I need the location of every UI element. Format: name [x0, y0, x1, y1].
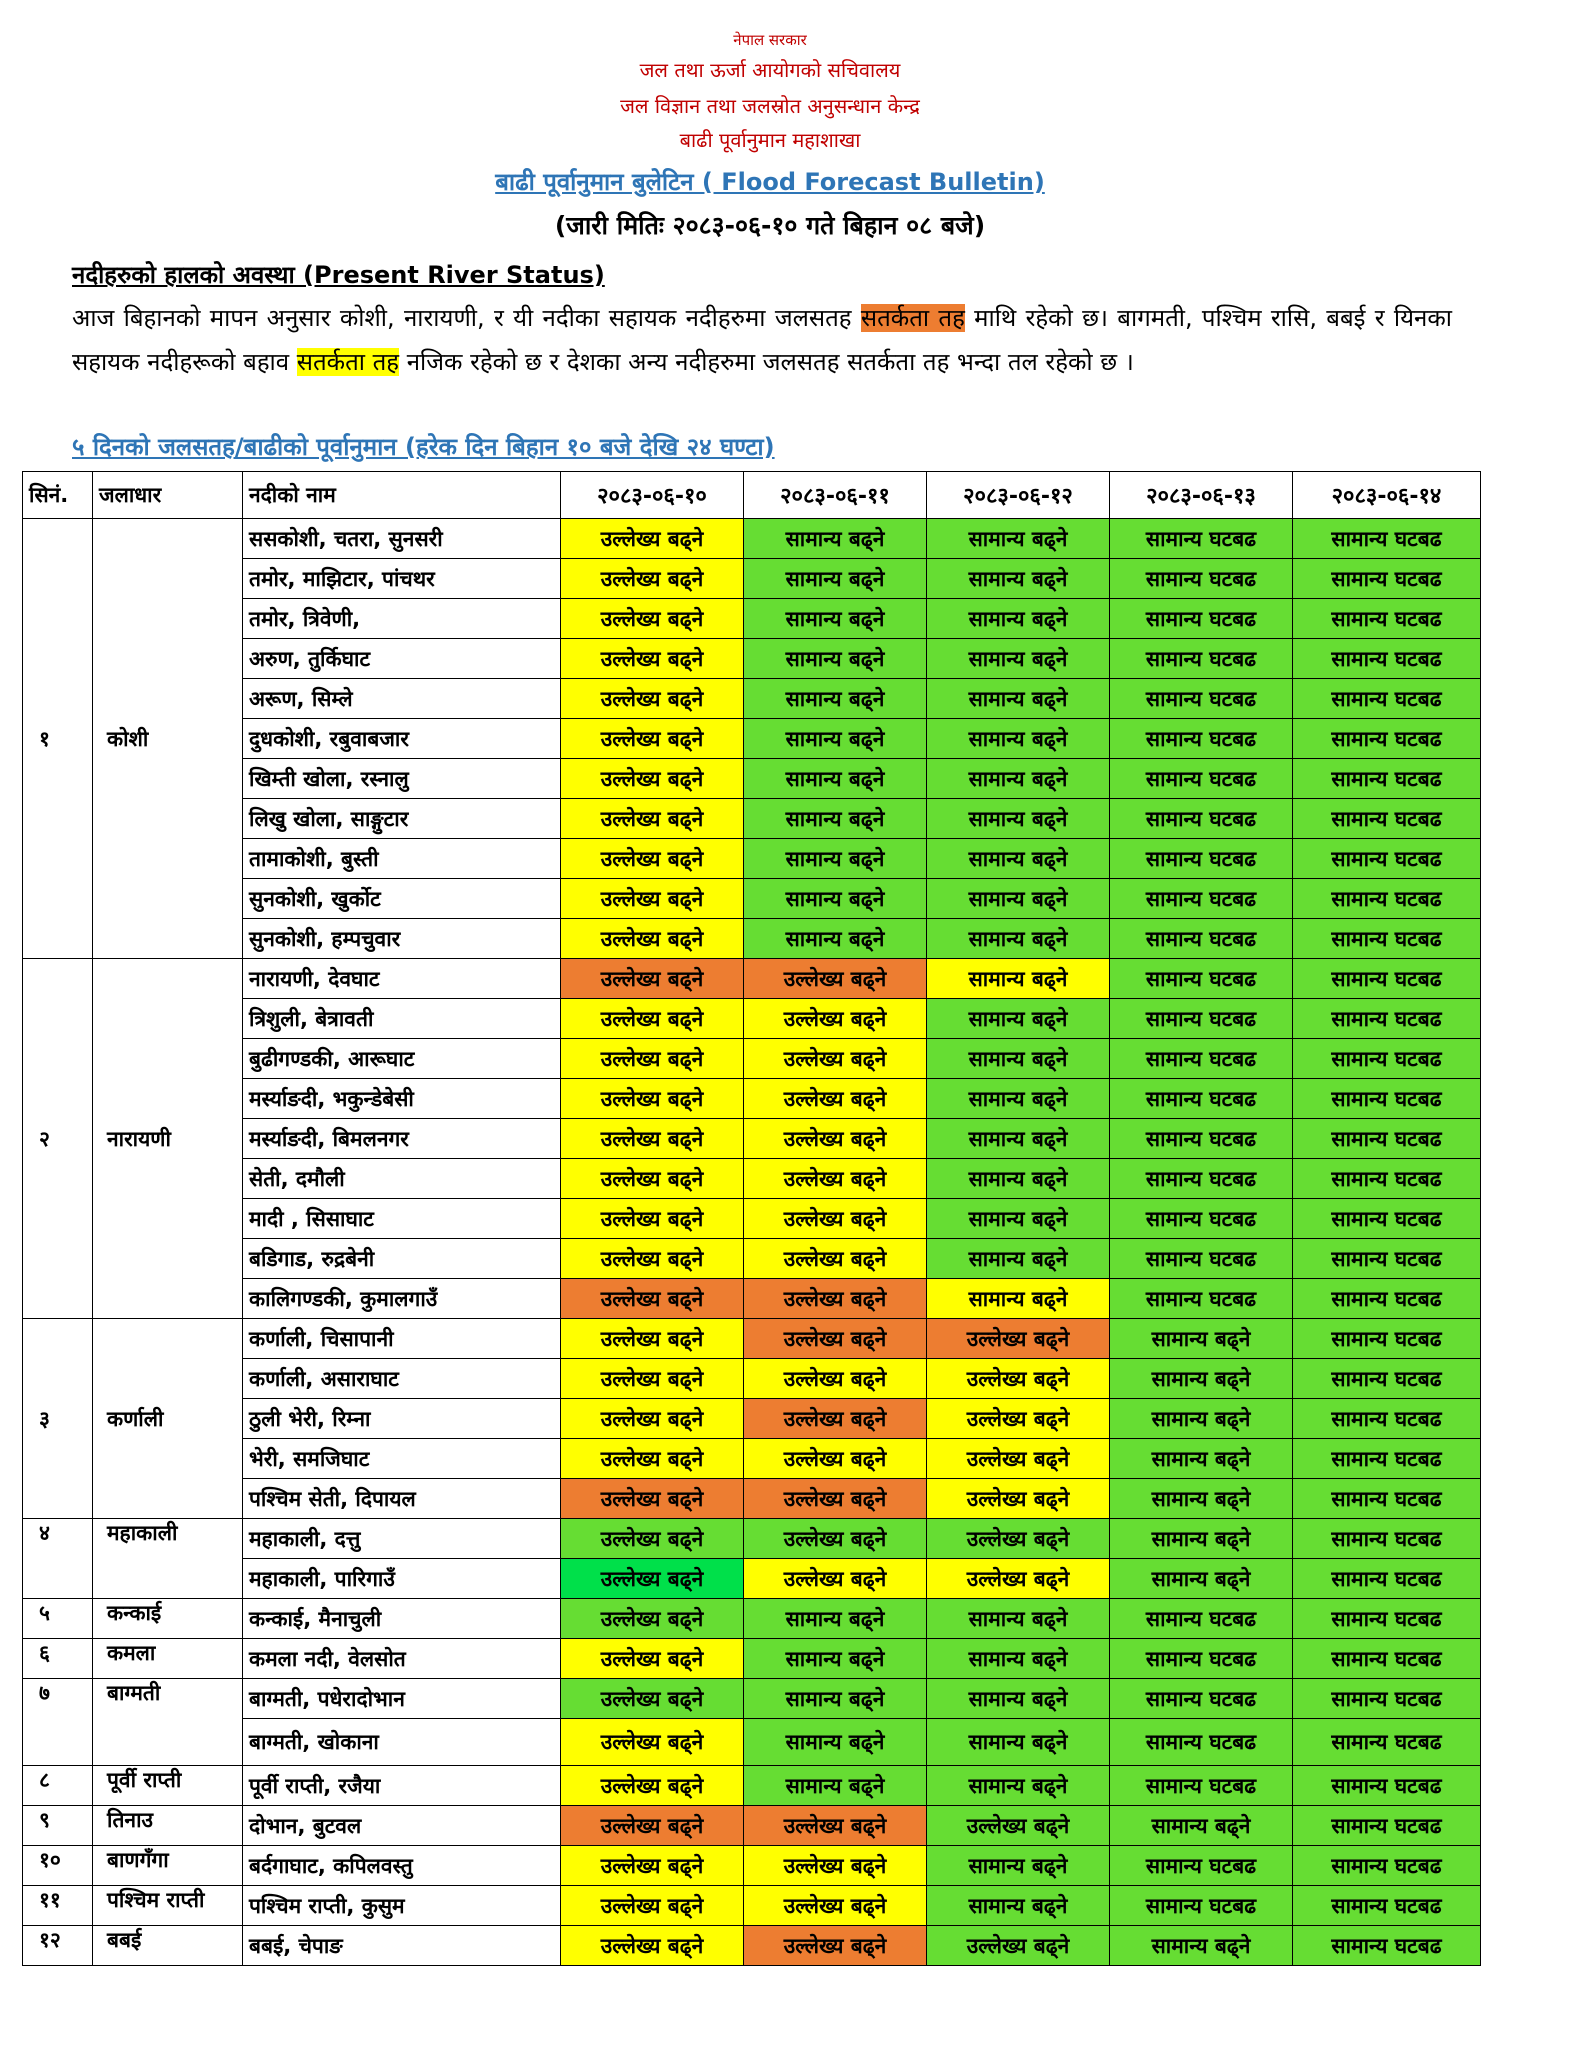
- river-status-paragraph: [72, 296, 1452, 384]
- table-row: [23, 1679, 1481, 1719]
- river-name-cell: महाकाली, दत्तु: [243, 1519, 561, 1559]
- forecast-status-cell: सामान्य घटबढ: [1293, 1079, 1481, 1119]
- forecast-status-cell: सामान्य घटबढ: [1293, 1319, 1481, 1359]
- river-name-cell: तमोर, माझिटार, पांचथर: [243, 559, 561, 599]
- forecast-status-cell: उल्लेख्य बढ्ने: [927, 1359, 1110, 1399]
- forecast-status-cell: सामान्य बढ्ने: [1110, 1559, 1293, 1599]
- forecast-status-cell: सामान्य घटबढ: [1110, 519, 1293, 559]
- river-name-cell: दोभान, बुटवल: [243, 1806, 561, 1846]
- serial-number-cell: ५: [23, 1599, 93, 1639]
- forecast-status-cell: सामान्य बढ्ने: [1110, 1399, 1293, 1439]
- forecast-status-cell: उल्लेख्य बढ्ने: [561, 999, 744, 1039]
- forecast-status-cell: उल्लेख्य बढ्ने: [561, 1119, 744, 1159]
- basin-cell: महाकाली: [93, 1519, 243, 1599]
- river-name-cell: दुधकोशी, रबुवाबजार: [243, 719, 561, 759]
- serial-number-cell: ७: [23, 1679, 93, 1766]
- forecast-status-cell: उल्लेख्य बढ्ने: [744, 1119, 927, 1159]
- forecast-status-cell: उल्लेख्य बढ्ने: [561, 1846, 744, 1886]
- forecast-status-cell: सामान्य घटबढ: [1293, 1886, 1481, 1926]
- forecast-status-cell: उल्लेख्य बढ्ने: [561, 1199, 744, 1239]
- river-name-cell: बडिगाड, रुद्रबेनी: [243, 1239, 561, 1279]
- forecast-status-cell: सामान्य बढ्ने: [927, 1639, 1110, 1679]
- forecast-status-cell: सामान्य बढ्ने: [927, 719, 1110, 759]
- forecast-status-cell: सामान्य बढ्ने: [927, 679, 1110, 719]
- forecast-status-cell: सामान्य बढ्ने: [1110, 1439, 1293, 1479]
- forecast-status-cell: सामान्य बढ्ने: [927, 959, 1110, 999]
- forecast-status-cell: सामान्य घटबढ: [1293, 799, 1481, 839]
- forecast-status-cell: सामान्य घटबढ: [1110, 1279, 1293, 1319]
- table-row: [23, 1846, 1481, 1886]
- government-name: नेपाल सरकार: [733, 31, 807, 49]
- forecast-status-cell: उल्लेख्य बढ्ने: [927, 1439, 1110, 1479]
- forecast-status-cell: सामान्य बढ्ने: [744, 599, 927, 639]
- forecast-status-cell: उल्लेख्य बढ्ने: [744, 1846, 927, 1886]
- forecast-status-cell: सामान्य बढ्ने: [927, 1719, 1110, 1766]
- flood-forecast-table: [22, 471, 1481, 1966]
- forecast-status-cell: सामान्य घटबढ: [1110, 879, 1293, 919]
- forecast-status-cell: उल्लेख्य बढ्ने: [927, 1926, 1110, 1966]
- river-name-cell: सेती, दमौली: [243, 1159, 561, 1199]
- forecast-status-cell: सामान्य घटबढ: [1293, 1159, 1481, 1199]
- forecast-status-cell: सामान्य बढ्ने: [927, 1679, 1110, 1719]
- forecast-status-cell: सामान्य बढ्ने: [744, 799, 927, 839]
- river-name-cell: नारायणी, देवघाट: [243, 959, 561, 999]
- forecast-status-cell: सामान्य बढ्ने: [927, 1599, 1110, 1639]
- river-name-cell: मर्स्याङदी, बिमलनगर: [243, 1119, 561, 1159]
- serial-number-cell: ४: [23, 1519, 93, 1599]
- forecast-status-cell: उल्लेख्य बढ्ने: [744, 1159, 927, 1199]
- forecast-status-cell: उल्लेख्य बढ्ने: [744, 1239, 927, 1279]
- column-header-river: नदीको नाम: [243, 472, 561, 519]
- forecast-status-cell: सामान्य घटबढ: [1110, 559, 1293, 599]
- forecast-status-cell: सामान्य घटबढ: [1110, 1679, 1293, 1719]
- forecast-status-cell: सामान्य बढ्ने: [744, 839, 927, 879]
- forecast-status-cell: सामान्य घटबढ: [1110, 1719, 1293, 1766]
- forecast-status-cell: सामान्य घटबढ: [1293, 1926, 1481, 1966]
- forecast-status-cell: उल्लेख्य बढ्ने: [744, 999, 927, 1039]
- forecast-status-cell: सामान्य बढ्ने: [1110, 1319, 1293, 1359]
- forecast-status-cell: सामान्य घटबढ: [1110, 1159, 1293, 1199]
- forecast-status-cell: सामान्य बढ्ने: [744, 519, 927, 559]
- forecast-status-cell: सामान्य बढ्ने: [927, 1886, 1110, 1926]
- forecast-status-cell: उल्लेख्य बढ्ने: [561, 1159, 744, 1199]
- forecast-status-cell: सामान्य घटबढ: [1293, 599, 1481, 639]
- basin-cell: कमला: [93, 1639, 243, 1679]
- table-row: [23, 959, 1481, 999]
- river-name-cell: त्रिशुली, बेत्रावती: [243, 999, 561, 1039]
- forecast-status-cell: सामान्य बढ्ने: [927, 1846, 1110, 1886]
- forecast-status-cell: उल्लेख्य बढ्ने: [561, 1239, 744, 1279]
- river-name-cell: तामाकोशी, बुस्ती: [243, 839, 561, 879]
- table-row: [23, 519, 1481, 559]
- forecast-status-cell: उल्लेख्य बढ्ने: [744, 1806, 927, 1846]
- forecast-status-cell: सामान्य बढ्ने: [927, 839, 1110, 879]
- forecast-status-cell: उल्लेख्य बढ्ने: [927, 1519, 1110, 1559]
- basin-cell: पूर्वी राप्ती: [93, 1766, 243, 1806]
- forecast-status-cell: सामान्य बढ्ने: [744, 759, 927, 799]
- river-name-cell: बुढीगण्डकी, आरूघाट: [243, 1039, 561, 1079]
- forecast-status-cell: सामान्य घटबढ: [1293, 1766, 1481, 1806]
- forecast-status-cell: सामान्य बढ्ने: [927, 1079, 1110, 1119]
- forecast-status-cell: सामान्य घटबढ: [1293, 559, 1481, 599]
- forecast-status-cell: उल्लेख्य बढ्ने: [744, 1039, 927, 1079]
- forecast-status-cell: सामान्य घटबढ: [1110, 1639, 1293, 1679]
- river-name-cell: बाग्मती, पधेरादोभान: [243, 1679, 561, 1719]
- forecast-status-cell: सामान्य बढ्ने: [744, 559, 927, 599]
- serial-number-cell: ८: [23, 1766, 93, 1806]
- forecast-status-cell: सामान्य घटबढ: [1293, 1806, 1481, 1846]
- issue-date: (जारी मितिः २०८३-०६-१० गते बिहान ०८ बजे): [554, 211, 986, 240]
- forecast-status-cell: सामान्य बढ्ने: [927, 559, 1110, 599]
- forecast-status-cell: सामान्य घटबढ: [1293, 1519, 1481, 1559]
- river-name-cell: अरूण, सिम्ले: [243, 679, 561, 719]
- river-name-cell: ठुली भेरी, रिम्ना: [243, 1399, 561, 1439]
- forecast-status-cell: उल्लेख्य बढ्ने: [927, 1559, 1110, 1599]
- forecast-status-cell: सामान्य घटबढ: [1293, 1479, 1481, 1519]
- basin-cell: कर्णाली: [93, 1319, 243, 1519]
- forecast-status-cell: सामान्य घटबढ: [1110, 1599, 1293, 1639]
- forecast-status-cell: सामान्य घटबढ: [1293, 1559, 1481, 1599]
- alert-level-highlight-orange: सतर्कता तह: [860, 304, 965, 332]
- forecast-status-cell: उल्लेख्य बढ्ने: [561, 519, 744, 559]
- forecast-status-cell: उल्लेख्य बढ्ने: [927, 1319, 1110, 1359]
- forecast-status-cell: उल्लेख्य बढ्ने: [561, 1359, 744, 1399]
- river-name-cell: सुनकोशी, खुर्कोट: [243, 879, 561, 919]
- forecast-status-cell: सामान्य घटबढ: [1293, 759, 1481, 799]
- forecast-status-cell: उल्लेख्य बढ्ने: [561, 1479, 744, 1519]
- bulletin-title: [0, 165, 1540, 198]
- forecast-status-cell: सामान्य घटबढ: [1110, 799, 1293, 839]
- forecast-status-cell: सामान्य घटबढ: [1110, 999, 1293, 1039]
- forecast-status-cell: सामान्य बढ्ने: [927, 1279, 1110, 1319]
- forecast-status-cell: सामान्य बढ्ने: [1110, 1806, 1293, 1846]
- table-row: [23, 1926, 1481, 1966]
- forecast-status-cell: उल्लेख्य बढ्ने: [561, 1279, 744, 1319]
- column-header-date-3: २०८३-०६-१२: [927, 472, 1110, 519]
- serial-number-cell: ३: [23, 1319, 93, 1519]
- forecast-status-cell: सामान्य बढ्ने: [927, 1199, 1110, 1239]
- forecast-status-cell: सामान्य घटबढ: [1110, 1119, 1293, 1159]
- serial-number-cell: ९: [23, 1806, 93, 1846]
- forecast-status-cell: उल्लेख्य बढ्ने: [561, 559, 744, 599]
- serial-number-cell: १२: [23, 1926, 93, 1966]
- river-status-heading: नदीहरुको हालको अवस्था (Present River Status): [72, 261, 605, 289]
- table-body: [23, 519, 1481, 1966]
- forecast-status-cell: सामान्य बढ्ने: [927, 879, 1110, 919]
- river-name-cell: महाकाली, पारिगाउँ: [243, 1559, 561, 1599]
- river-name-cell: पश्चिम राप्ती, कुसुम: [243, 1886, 561, 1926]
- forecast-status-cell: सामान्य घटबढ: [1110, 919, 1293, 959]
- river-name-cell: भेरी, समजिघाट: [243, 1439, 561, 1479]
- river-name-cell: ससकोशी, चतरा, सुनसरी: [243, 519, 561, 559]
- forecast-status-cell: सामान्य घटबढ: [1293, 1719, 1481, 1766]
- forecast-status-cell: सामान्य बढ्ने: [744, 879, 927, 919]
- river-name-cell: खिम्ती खोला, रस्नालु: [243, 759, 561, 799]
- forecast-status-cell: सामान्य घटबढ: [1293, 1679, 1481, 1719]
- forecast-status-cell: उल्लेख्य बढ्ने: [927, 1399, 1110, 1439]
- column-header-sn: सिनं.: [23, 472, 93, 519]
- forecast-status-cell: सामान्य बढ्ने: [744, 1599, 927, 1639]
- river-name-cell: कर्णाली, चिसापानी: [243, 1319, 561, 1359]
- forecast-status-cell: सामान्य बढ्ने: [1110, 1519, 1293, 1559]
- forecast-status-cell: सामान्य घटबढ: [1110, 639, 1293, 679]
- status-text-3: नजिक रहेको छ र देशका अन्य नदीहरुमा जलसतह सतर्कता तह भन्दा तल रहेको छ ।: [399, 348, 1134, 376]
- basin-cell: बबई: [93, 1926, 243, 1966]
- basin-cell: नारायणी: [93, 959, 243, 1319]
- forecast-status-cell: उल्लेख्य बढ्ने: [561, 919, 744, 959]
- column-header-basin: जलाधार: [93, 472, 243, 519]
- centre-name: जल विज्ञान तथा जलस्रोत अनुसन्धान केन्द्र: [620, 94, 920, 118]
- forecast-heading: ५ दिनको जलसतह/बाढीको पूर्वानुमान (हरेक दिन बिहान १० बजे देखि २४ घण्टा): [72, 433, 775, 461]
- forecast-status-cell: सामान्य घटबढ: [1293, 639, 1481, 679]
- forecast-status-cell: सामान्य घटबढ: [1293, 1399, 1481, 1439]
- forecast-status-cell: सामान्य घटबढ: [1110, 1846, 1293, 1886]
- forecast-status-cell: उल्लेख्य बढ्ने: [561, 599, 744, 639]
- forecast-status-cell: उल्लेख्य बढ्ने: [744, 1439, 927, 1479]
- forecast-status-cell: सामान्य बढ्ने: [1110, 1359, 1293, 1399]
- forecast-status-cell: सामान्य बढ्ने: [927, 519, 1110, 559]
- forecast-status-cell: सामान्य घटबढ: [1110, 1039, 1293, 1079]
- forecast-status-cell: सामान्य घटबढ: [1110, 959, 1293, 999]
- serial-number-cell: १०: [23, 1846, 93, 1886]
- forecast-status-cell: उल्लेख्य बढ्ने: [744, 1886, 927, 1926]
- forecast-status-cell: सामान्य घटबढ: [1110, 679, 1293, 719]
- bulletin-title-text: बाढी पूर्वानुमान बुलेटिन ( Flood Forecast Bulletin): [495, 168, 1045, 196]
- forecast-status-cell: उल्लेख्य बढ्ने: [927, 1806, 1110, 1846]
- forecast-status-cell: उल्लेख्य बढ्ने: [561, 1719, 744, 1766]
- forecast-status-cell: उल्लेख्य बढ्ने: [561, 1399, 744, 1439]
- forecast-status-cell: उल्लेख्य बढ्ने: [561, 959, 744, 999]
- forecast-status-cell: सामान्य घटबढ: [1293, 1599, 1481, 1639]
- forecast-status-cell: उल्लेख्य बढ्ने: [744, 1279, 927, 1319]
- forecast-status-cell: उल्लेख्य बढ्ने: [561, 679, 744, 719]
- forecast-status-cell: सामान्य बढ्ने: [744, 1639, 927, 1679]
- basin-cell: कोशी: [93, 519, 243, 959]
- forecast-status-cell: सामान्य बढ्ने: [927, 639, 1110, 679]
- forecast-status-cell: उल्लेख्य बढ्ने: [744, 1079, 927, 1119]
- forecast-status-cell: उल्लेख्य बढ्ने: [561, 639, 744, 679]
- table-row: [23, 1886, 1481, 1926]
- forecast-status-cell: सामान्य घटबढ: [1293, 1279, 1481, 1319]
- forecast-status-cell: उल्लेख्य बढ्ने: [744, 959, 927, 999]
- forecast-status-cell: उल्लेख्य बढ्ने: [927, 1479, 1110, 1519]
- forecast-status-cell: सामान्य बढ्ने: [744, 1766, 927, 1806]
- forecast-status-cell: सामान्य घटबढ: [1110, 599, 1293, 639]
- forecast-status-cell: सामान्य घटबढ: [1293, 679, 1481, 719]
- river-name-cell: बर्दगाघाट, कपिलवस्तु: [243, 1846, 561, 1886]
- forecast-status-cell: सामान्य घटबढ: [1110, 719, 1293, 759]
- forecast-status-cell: उल्लेख्य बढ्ने: [561, 1039, 744, 1079]
- forecast-status-cell: सामान्य घटबढ: [1110, 1199, 1293, 1239]
- forecast-status-cell: सामान्य बढ्ने: [927, 1159, 1110, 1199]
- table-row: [23, 1766, 1481, 1806]
- forecast-status-cell: सामान्य बढ्ने: [744, 1719, 927, 1766]
- forecast-status-cell: सामान्य बढ्ने: [1110, 1479, 1293, 1519]
- forecast-status-cell: सामान्य घटबढ: [1293, 1239, 1481, 1279]
- forecast-status-cell: सामान्य बढ्ने: [744, 679, 927, 719]
- river-name-cell: अरुण, तुर्किघाट: [243, 639, 561, 679]
- forecast-status-cell: सामान्य बढ्ने: [927, 799, 1110, 839]
- forecast-status-cell: सामान्य घटबढ: [1293, 1119, 1481, 1159]
- status-text-2: माथि रहेको छ। बागमती, पश्चिम रासि, बबई र यिनका सहायक नदीहरूको बहाव: [72, 304, 1452, 376]
- forecast-status-cell: उल्लेख्य बढ्ने: [744, 1359, 927, 1399]
- forecast-status-cell: उल्लेख्य बढ्ने: [561, 1439, 744, 1479]
- forecast-status-cell: सामान्य घटबढ: [1110, 839, 1293, 879]
- river-name-cell: बाग्मती, खोकाना: [243, 1719, 561, 1766]
- forecast-status-cell: सामान्य घटबढ: [1293, 719, 1481, 759]
- forecast-status-cell: सामान्य बढ्ने: [927, 1766, 1110, 1806]
- forecast-status-cell: उल्लेख्य बढ्ने: [561, 1079, 744, 1119]
- forecast-status-cell: सामान्य घटबढ: [1110, 1766, 1293, 1806]
- forecast-status-cell: सामान्य बढ्ने: [744, 639, 927, 679]
- forecast-status-cell: सामान्य घटबढ: [1293, 1846, 1481, 1886]
- alert-level-highlight-yellow: सतर्कता तह: [296, 348, 400, 376]
- forecast-status-cell: उल्लेख्य बढ्ने: [561, 1319, 744, 1359]
- table-row: [23, 1599, 1481, 1639]
- forecast-status-cell: उल्लेख्य बढ्ने: [561, 1806, 744, 1846]
- forecast-status-cell: सामान्य घटबढ: [1293, 1639, 1481, 1679]
- forecast-status-cell: उल्लेख्य बढ्ने: [561, 1559, 744, 1599]
- forecast-status-cell: सामान्य घटबढ: [1110, 759, 1293, 799]
- table-row: [23, 1806, 1481, 1846]
- forecast-status-cell: सामान्य बढ्ने: [744, 719, 927, 759]
- forecast-status-cell: सामान्य घटबढ: [1110, 1079, 1293, 1119]
- forecast-status-cell: उल्लेख्य बढ्ने: [744, 1559, 927, 1599]
- forecast-status-cell: उल्लेख्य बढ्ने: [561, 1886, 744, 1926]
- forecast-status-cell: उल्लेख्य बढ्ने: [561, 799, 744, 839]
- status-text-1: आज बिहानको मापन अनुसार कोशी, नारायणी, र यी नदीका सहायक नदीहरुमा जलसतह: [72, 304, 861, 332]
- basin-cell: बाग्मती: [93, 1679, 243, 1766]
- forecast-status-cell: सामान्य बढ्ने: [927, 599, 1110, 639]
- forecast-status-cell: सामान्य घटबढ: [1110, 1239, 1293, 1279]
- column-header-date-1: २०८३-०६-१०: [561, 472, 744, 519]
- forecast-status-cell: उल्लेख्य बढ्ने: [561, 1766, 744, 1806]
- forecast-status-cell: सामान्य घटबढ: [1293, 1199, 1481, 1239]
- basin-cell: बाणगँगा: [93, 1846, 243, 1886]
- forecast-status-cell: उल्लेख्य बढ्ने: [561, 1639, 744, 1679]
- forecast-status-cell: उल्लेख्य बढ्ने: [744, 1199, 927, 1239]
- forecast-status-cell: सामान्य बढ्ने: [744, 1679, 927, 1719]
- river-name-cell: कन्काई, मैनाचुली: [243, 1599, 561, 1639]
- river-name-cell: मादी , सिसाघाट: [243, 1199, 561, 1239]
- table-row: [23, 1639, 1481, 1679]
- forecast-status-cell: उल्लेख्य बढ्ने: [561, 839, 744, 879]
- forecast-status-cell: सामान्य घटबढ: [1293, 1039, 1481, 1079]
- river-name-cell: सुनकोशी, हम्पचुवार: [243, 919, 561, 959]
- secretariat-name: जल तथा ऊर्जा आयोगको सचिवालय: [639, 58, 901, 82]
- forecast-status-cell: उल्लेख्य बढ्ने: [561, 1679, 744, 1719]
- serial-number-cell: २: [23, 959, 93, 1319]
- forecast-status-cell: उल्लेख्य बढ्ने: [561, 1599, 744, 1639]
- forecast-status-cell: उल्लेख्य बढ्ने: [561, 719, 744, 759]
- forecast-status-cell: सामान्य घटबढ: [1293, 999, 1481, 1039]
- serial-number-cell: ११: [23, 1886, 93, 1926]
- forecast-status-cell: उल्लेख्य बढ्ने: [744, 1479, 927, 1519]
- forecast-status-cell: सामान्य घटबढ: [1293, 1359, 1481, 1399]
- forecast-status-cell: उल्लेख्य बढ्ने: [561, 1926, 744, 1966]
- forecast-status-cell: सामान्य बढ्ने: [927, 1119, 1110, 1159]
- river-name-cell: तमोर, त्रिवेणी,: [243, 599, 561, 639]
- river-name-cell: बबई, चेपाङ: [243, 1926, 561, 1966]
- forecast-status-cell: उल्लेख्य बढ्ने: [561, 759, 744, 799]
- serial-number-cell: ६: [23, 1639, 93, 1679]
- basin-cell: तिनाउ: [93, 1806, 243, 1846]
- forecast-status-cell: उल्लेख्य बढ्ने: [744, 1319, 927, 1359]
- column-header-date-5: २०८३-०६-१४: [1293, 472, 1481, 519]
- forecast-status-cell: सामान्य बढ्ने: [927, 999, 1110, 1039]
- division-name: बाढी पूर्वानुमान महाशाखा: [679, 128, 861, 152]
- table-row: [23, 1319, 1481, 1359]
- forecast-status-cell: सामान्य घटबढ: [1293, 919, 1481, 959]
- column-header-date-2: २०८३-०६-११: [744, 472, 927, 519]
- forecast-status-cell: सामान्य घटबढ: [1293, 1439, 1481, 1479]
- table-header-row: [23, 472, 1481, 519]
- forecast-status-cell: उल्लेख्य बढ्ने: [744, 1519, 927, 1559]
- forecast-status-cell: सामान्य घटबढ: [1293, 839, 1481, 879]
- river-name-cell: पश्चिम सेती, दिपायल: [243, 1479, 561, 1519]
- forecast-status-cell: उल्लेख्य बढ्ने: [561, 879, 744, 919]
- forecast-status-cell: उल्लेख्य बढ्ने: [744, 1926, 927, 1966]
- river-name-cell: कर्णाली, असाराघाट: [243, 1359, 561, 1399]
- forecast-status-cell: सामान्य बढ्ने: [1110, 1926, 1293, 1966]
- basin-cell: पश्चिम राप्ती: [93, 1886, 243, 1926]
- forecast-status-cell: सामान्य बढ्ने: [927, 759, 1110, 799]
- forecast-status-cell: सामान्य घटबढ: [1293, 879, 1481, 919]
- river-name-cell: कमला नदी, वेलसोत: [243, 1639, 561, 1679]
- forecast-status-cell: सामान्य बढ्ने: [927, 1039, 1110, 1079]
- forecast-status-cell: सामान्य घटबढ: [1110, 1886, 1293, 1926]
- forecast-status-cell: उल्लेख्य बढ्ने: [744, 1399, 927, 1439]
- forecast-status-cell: सामान्य घटबढ: [1293, 519, 1481, 559]
- river-name-cell: लिखु खोला, साङ्गुटार: [243, 799, 561, 839]
- forecast-status-cell: सामान्य बढ्ने: [927, 919, 1110, 959]
- river-name-cell: मर्स्याङदी, भकुन्डेबेसी: [243, 1079, 561, 1119]
- forecast-status-cell: उल्लेख्य बढ्ने: [561, 1519, 744, 1559]
- forecast-status-cell: सामान्य घटबढ: [1293, 959, 1481, 999]
- forecast-status-cell: सामान्य बढ्ने: [927, 1239, 1110, 1279]
- basin-cell: कन्काई: [93, 1599, 243, 1639]
- serial-number-cell: १: [23, 519, 93, 959]
- table-row: [23, 1519, 1481, 1559]
- river-name-cell: कालिगण्डकी, कुमालगाउँ: [243, 1279, 561, 1319]
- column-header-date-4: २०८३-०६-१३: [1110, 472, 1293, 519]
- river-name-cell: पूर्वी राप्ती, रजैया: [243, 1766, 561, 1806]
- forecast-status-cell: सामान्य बढ्ने: [744, 919, 927, 959]
